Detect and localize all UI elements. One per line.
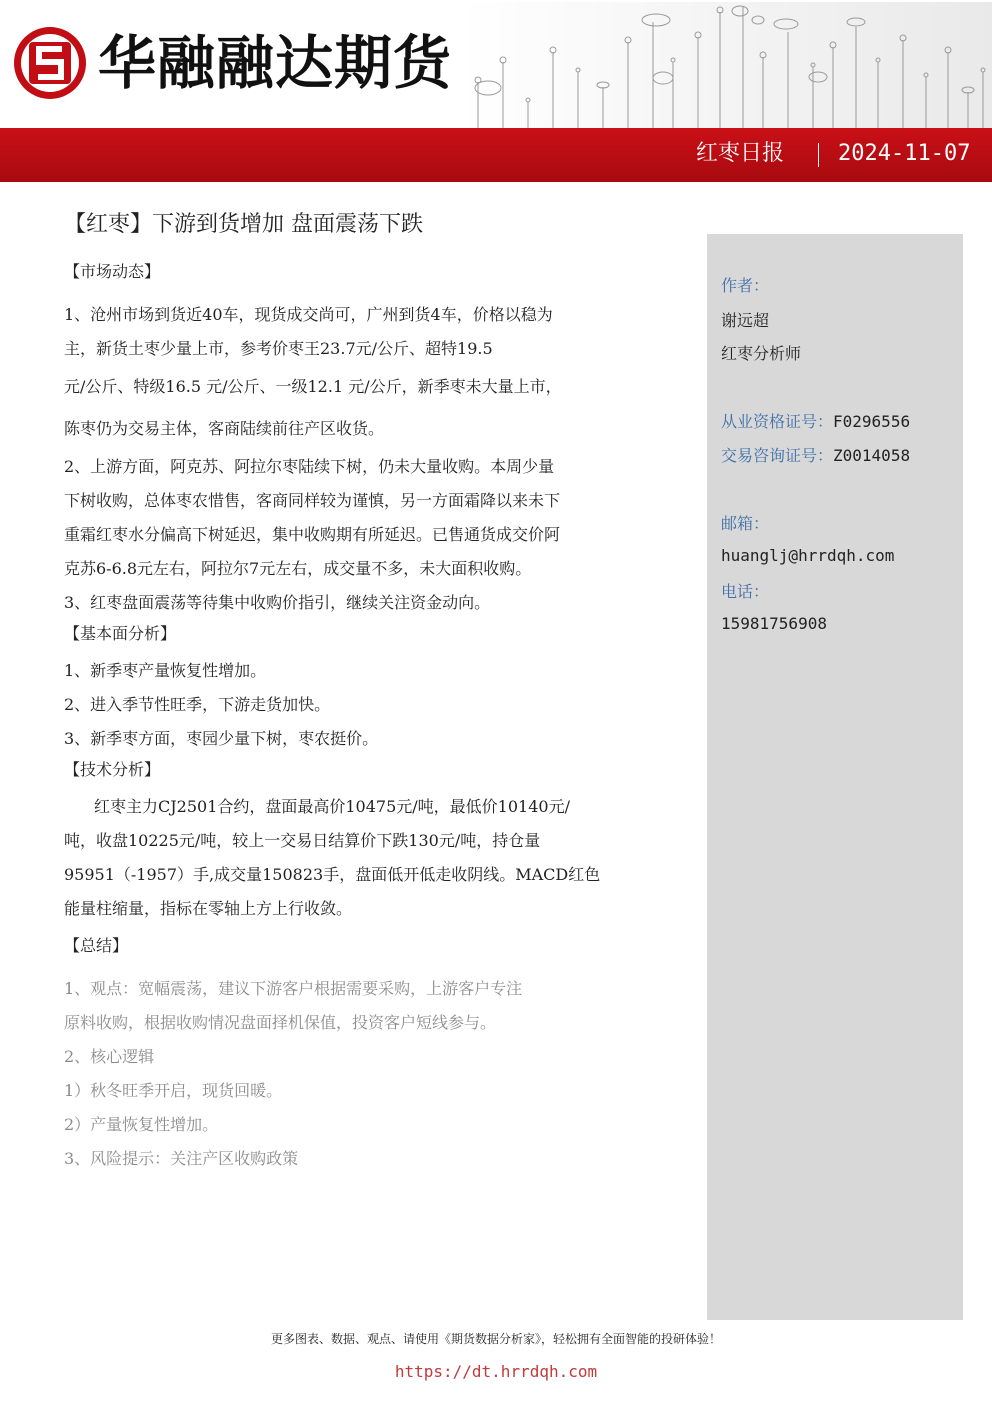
phone-value: 15981756908 <box>721 614 827 633</box>
paragraph-line: 1、沧州市场到货近40车，现货成交尚可，广州到货4车，价格以稳为 <box>64 305 553 324</box>
paragraph-line: 原料收购，根据收购情况盘面择机保值，投资客户短线参与。 <box>64 1013 497 1032</box>
author-title: 红枣分析师 <box>721 344 802 363</box>
company-logo-icon <box>12 25 88 101</box>
paragraph-line: 95951（-1957）手,成交量150823手，盘面低开低走收阴线。MACD红色 <box>64 865 601 884</box>
paragraph-line: 2）产量恢复性增加。 <box>64 1115 219 1134</box>
section-heading-market: 【市场动态】 <box>64 262 161 281</box>
license-row <box>721 409 910 432</box>
report-date: 2024-11-07 <box>838 141 971 166</box>
paragraph-line: 陈枣仍为交易主体，客商陆续前往产区收货。 <box>64 419 385 438</box>
paragraph-line: 红枣主力CJ2501合约，盘面最高价10475元/吨，最低价10140元/ <box>94 797 570 816</box>
paragraph-line: 能量柱缩量，指标在零轴上方上行收敛。 <box>64 899 353 918</box>
paragraph-line: 克苏6-6.8元左右，阿拉尔7元左右，成交量不多，未大面积收购。 <box>64 559 532 578</box>
author-sidebar <box>707 234 963 1320</box>
email-value[interactable]: huanglj@hrrdqh.com <box>721 546 895 565</box>
paragraph-line: 3、红枣盘面震荡等待集中收购价指引，继续关注资金动向。 <box>64 593 491 612</box>
section-heading-fundamental: 【基本面分析】 <box>64 624 177 643</box>
phone-label: 电话： <box>721 582 770 601</box>
paragraph-line: 元/公斤、特级16.5 元/公斤、一级12.1 元/公斤，新季枣未大量上市， <box>64 377 562 396</box>
consult-row <box>721 443 910 466</box>
paragraph-line: 1）秋冬旺季开启，现货回暖。 <box>64 1081 283 1100</box>
author-label: 作者： <box>721 276 770 295</box>
paragraph-line: 2、进入季节性旺季，下游走货加快。 <box>64 695 331 714</box>
paragraph-line: 1、新季枣产量恢复性增加。 <box>64 661 267 680</box>
paragraph-line: 2、核心逻辑 <box>64 1047 155 1066</box>
page-header <box>0 0 992 182</box>
consult-label: 交易咨询证号： <box>721 446 834 465</box>
paragraph-line: 3、风险提示：关注产区收购政策 <box>64 1149 299 1168</box>
company-name: 华融融达期货 <box>98 29 453 97</box>
paragraph-line: 重霜红枣水分偏高下树延迟，集中收购期有所延迟。已售通货成交价阿 <box>64 525 561 544</box>
paragraph-line: 2、上游方面，阿克苏、阿拉尔枣陆续下树，仍未大量收购。本周少量 <box>64 457 555 476</box>
paragraph-line: 主，新货土枣少量上市，参考价枣王23.7元/公斤、超特19.5 <box>64 339 493 358</box>
consult-value: Z0014058 <box>833 446 911 465</box>
report-name: 红枣日报 <box>695 141 784 166</box>
paragraph-line: 1、观点：宽幅震荡，建议下游客户根据需要采购，上游客户专注 <box>64 979 523 998</box>
author-name: 谢远超 <box>721 311 770 330</box>
license-label: 从业资格证号： <box>721 412 834 431</box>
footer-promo-text: 更多图表、数据、观点、请使用《期货数据分析家》，轻松拥有全面智能的投研体验！ <box>270 1332 721 1346</box>
section-heading-technical: 【技术分析】 <box>64 760 161 779</box>
report-body <box>64 258 659 1176</box>
paragraph-line: 吨，收盘10225元/吨，较上一交易日结算价下跌130元/吨，持仓量 <box>64 831 541 850</box>
report-title: 【红枣】下游到货增加 盘面震荡下跌 <box>64 212 423 237</box>
section-heading-summary: 【总结】 <box>64 936 129 955</box>
license-value: F0296556 <box>833 412 911 431</box>
paragraph-line: 3、新季枣方面，枣园少量下树，枣农挺价。 <box>64 729 379 748</box>
footer-link[interactable]: https://dt.hrrdqh.com <box>394 1362 598 1381</box>
paragraph-line: 下树收购，总体枣农惜售，客商同样较为谨慎，另一方面霜降以来未下 <box>64 491 561 510</box>
email-label: 邮箱： <box>721 514 770 533</box>
decorative-pattern <box>458 2 992 128</box>
header-separator <box>818 143 819 167</box>
